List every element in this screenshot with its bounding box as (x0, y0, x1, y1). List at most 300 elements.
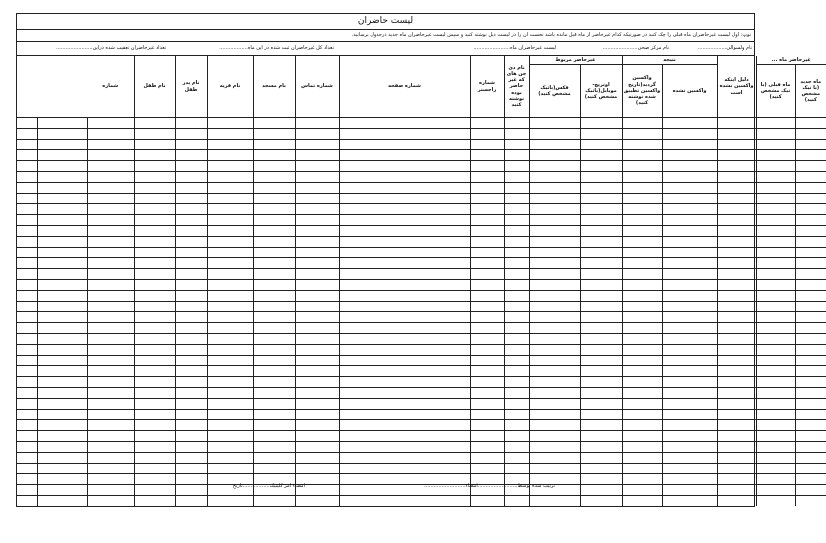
table-row (17, 118, 826, 129)
table-cell (207, 118, 253, 129)
table-row (17, 139, 826, 150)
table-row (17, 204, 826, 215)
table-cell (253, 247, 295, 258)
table-cell (529, 452, 580, 463)
table-cell (756, 377, 795, 388)
table-cell (17, 355, 37, 366)
table-cell (339, 236, 470, 247)
col-reason: دلیل اینکه واکسین نشده است (717, 56, 756, 118)
table-cell (339, 366, 470, 377)
table-cell (717, 290, 756, 301)
table-cell (207, 204, 253, 215)
table-cell (87, 161, 134, 172)
table-cell (207, 279, 253, 290)
table-cell (756, 495, 795, 505)
table-cell (622, 312, 662, 323)
table-cell (529, 463, 580, 474)
table-cell (37, 269, 87, 280)
table-cell (17, 441, 37, 452)
table-cell (175, 269, 207, 280)
table-cell (17, 495, 37, 505)
table-row (17, 355, 826, 366)
table-cell (87, 150, 134, 161)
table-cell (207, 258, 253, 269)
table-cell (37, 215, 87, 226)
table-cell (295, 452, 339, 463)
table-cell (253, 279, 295, 290)
table-cell (339, 118, 470, 129)
table-cell (795, 247, 826, 258)
table-cell (580, 258, 622, 269)
table-cell (17, 150, 37, 161)
table-row (17, 452, 826, 463)
table-cell (339, 463, 470, 474)
table-cell (756, 258, 795, 269)
table-cell (87, 431, 134, 442)
table-cell (529, 279, 580, 290)
table-cell (37, 398, 87, 409)
table-cell (622, 333, 662, 344)
table-cell (622, 150, 662, 161)
table-cell (756, 279, 795, 290)
table-cell (795, 431, 826, 442)
table-cell (87, 355, 134, 366)
table-cell (717, 279, 756, 290)
table-cell (622, 409, 662, 420)
table-cell (17, 366, 37, 377)
table-cell (580, 398, 622, 409)
table-cell (529, 398, 580, 409)
table-cell (17, 290, 37, 301)
table-cell (504, 290, 529, 301)
table-row (17, 333, 826, 344)
table-cell (795, 204, 826, 215)
table-row (17, 128, 826, 139)
table-cell (253, 139, 295, 150)
table-cell (795, 366, 826, 377)
table-row (17, 225, 826, 236)
table-cell (17, 463, 37, 474)
table-cell (253, 333, 295, 344)
table-cell (253, 193, 295, 204)
table-cell (339, 258, 470, 269)
table-cell (756, 301, 795, 312)
table-cell (529, 333, 580, 344)
table-cell (795, 193, 826, 204)
table-cell (207, 225, 253, 236)
table-cell (17, 128, 37, 139)
table-cell (622, 301, 662, 312)
table-cell (207, 161, 253, 172)
table-cell (17, 377, 37, 388)
table-cell (253, 204, 295, 215)
table-cell (295, 290, 339, 301)
table-cell (134, 387, 175, 398)
table-cell (253, 269, 295, 280)
table-cell (134, 409, 175, 420)
table-cell (580, 182, 622, 193)
table-cell (504, 420, 529, 431)
table-cell (175, 377, 207, 388)
table-cell (253, 452, 295, 463)
table-cell (295, 182, 339, 193)
table-row (17, 344, 826, 355)
table-cell (795, 312, 826, 323)
table-cell (175, 128, 207, 139)
table-cell (339, 128, 470, 139)
table-cell (662, 420, 717, 431)
table-cell (134, 344, 175, 355)
page-title: لیست حاضران (17, 14, 754, 30)
table-cell (504, 236, 529, 247)
table-cell (795, 474, 826, 485)
table-cell (37, 128, 87, 139)
table-cell (175, 193, 207, 204)
table-cell (134, 258, 175, 269)
table-cell (207, 387, 253, 398)
col-child: نام طفل (134, 56, 175, 118)
table-cell (37, 118, 87, 129)
table-cell (37, 182, 87, 193)
table-cell (17, 258, 37, 269)
table-cell (470, 301, 504, 312)
table-cell (295, 441, 339, 452)
table-cell (295, 409, 339, 420)
table-cell (175, 495, 207, 505)
table-cell (134, 118, 175, 129)
table-cell (207, 139, 253, 150)
table-cell (37, 452, 87, 463)
table-cell (207, 182, 253, 193)
table-cell (662, 225, 717, 236)
table-cell (470, 139, 504, 150)
col-village: نام قریه (207, 56, 253, 118)
table-cell (795, 344, 826, 355)
table-cell (470, 452, 504, 463)
table-cell (37, 355, 87, 366)
table-cell (662, 139, 717, 150)
table-cell (17, 161, 37, 172)
table-cell (662, 323, 717, 334)
table-cell (504, 269, 529, 280)
table-row (17, 441, 826, 452)
table-cell (529, 409, 580, 420)
table-cell (295, 247, 339, 258)
table-cell (207, 301, 253, 312)
table-cell (87, 171, 134, 182)
table-cell (295, 333, 339, 344)
table-cell (253, 431, 295, 442)
table-cell (37, 323, 87, 334)
table-cell (580, 366, 622, 377)
table-cell (87, 118, 134, 129)
table-cell (529, 128, 580, 139)
table-cell (756, 409, 795, 420)
table-cell (87, 204, 134, 215)
col-register-no: شماره راجستر (470, 56, 504, 118)
table-cell (253, 171, 295, 182)
table-cell (580, 247, 622, 258)
table-cell (580, 387, 622, 398)
table-cell (795, 236, 826, 247)
table-cell (134, 366, 175, 377)
table-cell (295, 225, 339, 236)
table-cell (504, 247, 529, 258)
table-cell (175, 355, 207, 366)
table-cell (175, 204, 207, 215)
table-cell (470, 323, 504, 334)
table-cell (37, 431, 87, 442)
table-cell (17, 215, 37, 226)
table-cell (134, 215, 175, 226)
table-cell (504, 171, 529, 182)
table-cell (580, 204, 622, 215)
table-cell (795, 323, 826, 334)
table-cell (37, 312, 87, 323)
table-cell (175, 182, 207, 193)
table-cell (756, 387, 795, 398)
table-cell (175, 409, 207, 420)
table-cell (295, 150, 339, 161)
table-cell (207, 377, 253, 388)
table-cell (175, 290, 207, 301)
table-cell (662, 204, 717, 215)
table-cell (529, 323, 580, 334)
table-cell (662, 463, 717, 474)
table-cell (470, 150, 504, 161)
table-cell (295, 118, 339, 129)
table-cell (504, 118, 529, 129)
table-cell (622, 452, 662, 463)
group-related-absent: غیرحاضر مربوط (529, 56, 622, 65)
table-cell (529, 495, 580, 505)
table-cell (87, 269, 134, 280)
table-cell (37, 377, 87, 388)
table-cell (37, 171, 87, 182)
table-cell (339, 344, 470, 355)
table-cell (717, 323, 756, 334)
table-cell (87, 366, 134, 377)
table-cell (529, 258, 580, 269)
table-cell (717, 409, 756, 420)
table-cell (470, 225, 504, 236)
col-prev-month: ماه قبلی (با تیک مشخص کنید) (756, 65, 795, 118)
table-cell (504, 333, 529, 344)
table-cell (717, 215, 756, 226)
table-cell (339, 452, 470, 463)
table-cell (207, 409, 253, 420)
table-cell (756, 204, 795, 215)
table-row (17, 431, 826, 442)
table-cell (662, 344, 717, 355)
district-field: نام ولسوالی.................. (697, 45, 752, 51)
table-cell (17, 409, 37, 420)
table-cell (87, 128, 134, 139)
table-cell (504, 301, 529, 312)
table-cell (339, 193, 470, 204)
col-contact-no: شماره تماس (295, 56, 339, 118)
table-cell (504, 215, 529, 226)
table-cell (17, 398, 37, 409)
table-cell (580, 355, 622, 366)
table-cell (529, 269, 580, 280)
table-cell (17, 452, 37, 463)
table-cell (87, 301, 134, 312)
table-cell (622, 215, 662, 226)
table-cell (470, 355, 504, 366)
table-cell (622, 225, 662, 236)
table-row (17, 290, 826, 301)
table-cell (295, 366, 339, 377)
table-cell (134, 247, 175, 258)
table-cell (756, 171, 795, 182)
table-cell (134, 204, 175, 215)
table-cell (717, 355, 756, 366)
table-cell (339, 312, 470, 323)
table-cell (504, 355, 529, 366)
table-cell (580, 441, 622, 452)
table-cell (134, 279, 175, 290)
table-cell (253, 377, 295, 388)
table-cell (580, 333, 622, 344)
table-cell (175, 431, 207, 442)
table-cell (662, 387, 717, 398)
table-cell (339, 301, 470, 312)
table-cell (622, 118, 662, 129)
table-cell (795, 377, 826, 388)
table-cell (87, 193, 134, 204)
table-cell (207, 441, 253, 452)
table-cell (339, 398, 470, 409)
table-cell (662, 441, 717, 452)
table-cell (580, 269, 622, 280)
table-cell (87, 387, 134, 398)
table-cell (253, 463, 295, 474)
table-cell (253, 312, 295, 323)
table-cell (717, 247, 756, 258)
table-cell (470, 387, 504, 398)
table-cell (756, 420, 795, 431)
table-cell (622, 128, 662, 139)
table-cell (470, 431, 504, 442)
table-cell (622, 258, 662, 269)
table-cell (253, 128, 295, 139)
table-cell (134, 495, 175, 505)
table-cell (795, 139, 826, 150)
table-cell (37, 193, 87, 204)
table-cell (717, 377, 756, 388)
table-cell (580, 463, 622, 474)
table-cell (662, 215, 717, 226)
table-cell (339, 420, 470, 431)
table-cell (717, 258, 756, 269)
table-cell (662, 247, 717, 258)
table-cell (87, 409, 134, 420)
table-cell (504, 441, 529, 452)
table-cell (662, 161, 717, 172)
table-row (17, 409, 826, 420)
table-cell (17, 301, 37, 312)
table-cell (17, 139, 37, 150)
table-cell (622, 398, 662, 409)
table-cell (470, 398, 504, 409)
table-cell (17, 333, 37, 344)
table-cell (662, 236, 717, 247)
table-cell (207, 290, 253, 301)
table-cell (529, 312, 580, 323)
table-cell (37, 290, 87, 301)
table-cell (504, 279, 529, 290)
table-cell (17, 312, 37, 323)
table-cell (580, 171, 622, 182)
col-new-month: ماه جدید (با تیک مشخص کنید) (795, 65, 826, 118)
table-cell (253, 495, 295, 505)
table-cell (662, 301, 717, 312)
table-row (17, 150, 826, 161)
table-cell (134, 398, 175, 409)
table-cell (504, 225, 529, 236)
table-cell (622, 236, 662, 247)
table-cell (253, 409, 295, 420)
table-cell (622, 366, 662, 377)
table-cell (717, 420, 756, 431)
table-cell (795, 333, 826, 344)
table-cell (134, 312, 175, 323)
table-cell (175, 171, 207, 182)
table-cell (37, 387, 87, 398)
table-cell (37, 420, 87, 431)
table-cell (504, 377, 529, 388)
table-cell (662, 377, 717, 388)
table-row (17, 182, 826, 193)
table-cell (207, 312, 253, 323)
table-cell (295, 398, 339, 409)
table-cell (253, 182, 295, 193)
instruction-note: نوټ: اول لیست غیرحاضران ماه قبلی را چک کنید در صورتیکه کدام غیرحاضر از ماه قبل مانده باشد نخست ان را در لیست ذیل نوشته کنید و سپس لیست غیرحاضران ماه جدید درجدول برسانید. (17, 30, 754, 42)
table-cell (339, 290, 470, 301)
table-cell (622, 420, 662, 431)
table-cell (134, 420, 175, 431)
table-cell (622, 344, 662, 355)
table-cell (207, 128, 253, 139)
table-cell (717, 301, 756, 312)
table-cell (470, 171, 504, 182)
table-cell (756, 128, 795, 139)
info-row (17, 42, 754, 56)
table-cell (717, 398, 756, 409)
table-cell (470, 236, 504, 247)
table-cell (87, 463, 134, 474)
table-cell (622, 269, 662, 280)
table-cell (339, 150, 470, 161)
table-row (17, 301, 826, 312)
table-cell (504, 204, 529, 215)
table-cell (662, 150, 717, 161)
table-cell (339, 247, 470, 258)
table-cell (17, 204, 37, 215)
table-cell (87, 258, 134, 269)
table-cell (253, 387, 295, 398)
table-cell (580, 128, 622, 139)
table-cell (134, 441, 175, 452)
table-cell (17, 323, 37, 334)
table-cell (295, 236, 339, 247)
table-cell (622, 441, 662, 452)
table-cell (175, 150, 207, 161)
prepared-by-field: ترتیب شده توسط.........................امضاء.......................... (424, 483, 555, 489)
table-cell (253, 161, 295, 172)
table-cell (756, 247, 795, 258)
